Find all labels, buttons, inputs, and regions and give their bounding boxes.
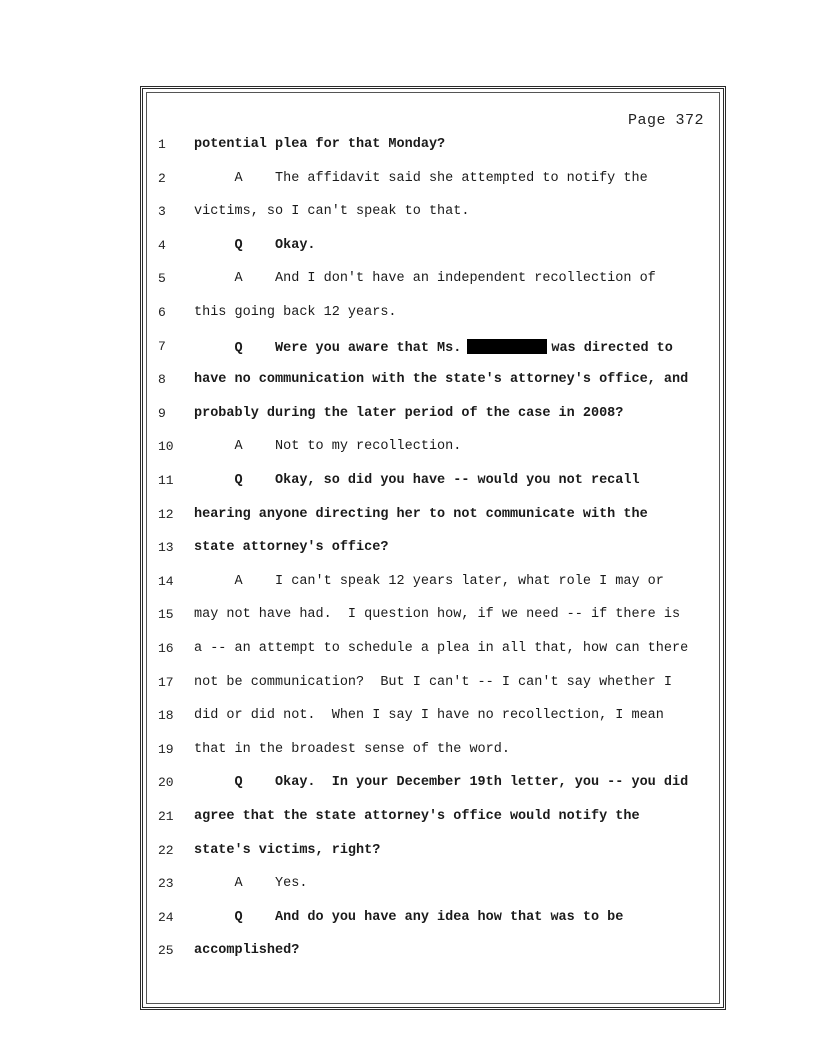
page-number: Page 372 [627,112,704,129]
line-number: 16 [158,641,174,656]
line-text: probably during the later period of the case in 2008? [194,405,624,421]
transcript-line [150,271,720,291]
transcript-line [150,406,720,426]
line-number: 17 [158,674,174,690]
line-number: 6 [158,305,166,320]
transcript-line [150,775,720,795]
line-number: 18 [158,708,174,724]
transcript-line [150,204,720,224]
transcript-line [150,574,720,594]
transcript-line [150,372,720,392]
line-number: 23 [158,876,174,892]
line-number: 9 [158,405,166,421]
line-text: Q Okay. [194,237,316,253]
transcript-line [150,339,720,359]
line-number: 19 [158,741,174,757]
line-text: A I can't speak 12 years later, what role I may or [194,573,664,589]
line-number: 7 [158,338,166,354]
transcript-line [150,708,720,728]
transcript-line [150,540,720,560]
transcript-line [150,473,720,493]
transcript-line [150,439,720,459]
transcript-line [150,305,720,325]
line-text: A Yes. [194,876,308,892]
line-text: accomplished? [194,943,300,959]
transcript-line [150,742,720,762]
transcript-line [150,607,720,627]
line-text: Q And do you have any idea how that was to be [194,909,624,925]
transcript-line [150,238,720,258]
line-number: 21 [158,809,174,824]
line-text: state attorney's office? [194,540,389,556]
line-text: did or did not. When I say I have no recollection, I mean [194,708,664,724]
line-number: 20 [158,775,174,791]
line-number: 24 [158,909,174,925]
line-number: 25 [158,943,174,959]
transcript-line [150,843,720,863]
line-number: 1 [158,137,166,152]
line-text: that in the broadest sense of the word. [194,741,510,757]
line-text: potential plea for that Monday? [194,137,446,152]
transcript-line [150,675,720,695]
line-text-before-redaction: Q Were you aware that Ms. [194,340,462,356]
line-text: have no communication with the state's attorney's office, and [194,372,689,388]
line-number: 8 [158,372,166,388]
line-text: this going back 12 years. [194,305,397,320]
line-text: not be communication? But I can't -- I can't say whether I [194,674,672,690]
line-number: 4 [158,237,166,253]
line-text [194,339,673,356]
line-text: state's victims, right? [194,842,381,858]
line-number: 22 [158,842,174,858]
line-text-after-redaction: was directed to [551,340,673,356]
line-number: 13 [158,540,174,556]
line-number: 11 [158,473,174,488]
line-text: agree that the state attorney's office would notify the [194,809,640,824]
transcript-line [150,943,720,963]
line-number: 14 [158,573,174,589]
line-text: A The affidavit said she attempted to notify the [194,170,648,186]
line-number: 10 [158,439,174,455]
transcript-line [150,171,720,191]
line-text: a -- an attempt to schedule a plea in all that, how can there [194,641,689,656]
transcript-line [150,809,720,829]
line-text: victims, so I can't speak to that. [194,204,470,220]
line-text: Q Okay. In your December 19th letter, you -- you did [194,775,689,791]
line-text: hearing anyone directing her to not communicate with the [194,506,648,522]
line-number: 12 [158,506,174,522]
line-text: may not have had. I question how, if we need -- if there is [194,607,681,623]
transcript-line [150,876,720,896]
transcript-line [150,910,720,930]
line-number: 15 [158,607,174,623]
line-text: A Not to my recollection. [194,439,462,455]
redaction-bar [467,339,547,354]
line-text: Q Okay, so did you have -- would you not recall [194,473,640,488]
line-number: 2 [158,170,166,186]
transcript-line [150,641,720,661]
line-text: A And I don't have an independent recollection of [194,271,656,287]
line-number: 5 [158,271,166,287]
transcript-line [150,507,720,527]
line-number: 3 [158,204,166,220]
transcript-line [150,137,720,157]
